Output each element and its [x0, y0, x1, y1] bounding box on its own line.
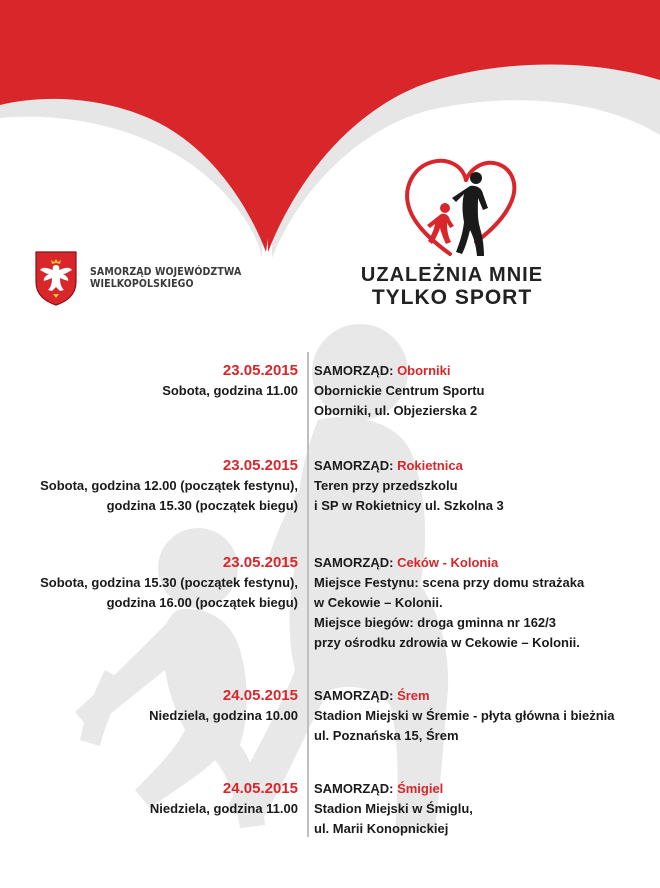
organization-name-line2: WIELKOPOLSKIEGO [90, 278, 194, 290]
event-date: 23.05.2015 [222, 457, 298, 474]
campaign-title-line1: UZALEŻNIA MNIE [360, 264, 544, 286]
event-place: w Cekowie – Kolonii. [314, 595, 443, 610]
event-place: Stadion Miejski w Śmiglu, [314, 801, 473, 816]
event-time: godzina 16.00 (początek biegu) [106, 595, 298, 610]
municipality-label: SAMORZĄD: [314, 688, 394, 703]
municipality-label: SAMORZĄD: [314, 555, 394, 570]
event-date: 24.05.2015 [222, 780, 298, 797]
event-place: Oborniki, ul. Objezierska 2 [314, 403, 478, 418]
event-date: 23.05.2015 [222, 554, 298, 571]
event-time: Niedziela, godzina 10.00 [149, 708, 298, 723]
schedule-divider [307, 352, 309, 837]
event-when [40, 456, 298, 516]
event-time: Niedziela, godzina 11.00 [149, 801, 298, 816]
event-place: przy ośrodku zdrowia w Cekowie – Kolonii. [314, 635, 580, 650]
event-municipality-header [314, 361, 484, 381]
event-municipality-header [314, 779, 473, 799]
regional-emblem-icon [34, 250, 78, 306]
campaign-title-line2: TYLKO SPORT [371, 286, 533, 309]
event-municipality-header [314, 553, 584, 573]
event-when [40, 553, 298, 613]
event-municipality-header [314, 686, 615, 706]
event-place: Miejsce Festynu: scena przy domu strażaka [314, 575, 585, 590]
event-where [314, 456, 504, 516]
event-time: Sobota, godzina 15.30 (początek festynu), [40, 575, 298, 590]
municipality-name: Śrem [397, 688, 430, 703]
event-date: 23.05.2015 [222, 362, 298, 379]
event-place: Miejsce biegów: droga gminna nr 162/3 [314, 615, 557, 630]
municipality-name: Rokietnica [397, 458, 463, 473]
event-place: Stadion Miejski w Śremie - płyta główna i bieżnia [314, 708, 615, 723]
campaign-title [352, 264, 552, 310]
event-when [149, 686, 298, 726]
event-place: Obornickie Centrum Sportu [314, 383, 485, 398]
heart-with-runners-icon [388, 158, 518, 258]
municipality-label: SAMORZĄD: [314, 781, 394, 796]
event-when [150, 779, 298, 819]
event-place: ul. Marii Konopnickiej [314, 821, 449, 836]
municipality-name: Śmigiel [397, 781, 444, 796]
municipality-label: SAMORZĄD: [314, 458, 394, 473]
event-date: 24.05.2015 [222, 687, 298, 704]
event-place: i SP w Rokietnicy ul. Szkolna 3 [314, 498, 504, 513]
organization-name [90, 266, 241, 290]
event-place: ul. Poznańska 15, Śrem [314, 728, 459, 743]
event-place: Teren przy przedszkolu [314, 478, 458, 493]
event-where [314, 779, 473, 839]
municipality-name: Ceków - Kolonia [397, 555, 499, 570]
event-time: godzina 15.30 (początek biegu) [106, 498, 298, 513]
event-where [314, 686, 615, 746]
event-where [314, 553, 584, 653]
event-time: Sobota, godzina 12.00 (początek festynu), [40, 478, 298, 493]
event-time: Sobota, godzina 11.00 [162, 383, 298, 398]
municipality-name: Oborniki [397, 363, 451, 378]
organization-name-line1: SAMORZĄD WOJEWÓDZTWA [90, 266, 242, 278]
event-municipality-header [314, 456, 504, 476]
municipality-label: SAMORZĄD: [314, 363, 394, 378]
event-where [314, 361, 484, 421]
event-when [162, 361, 298, 401]
